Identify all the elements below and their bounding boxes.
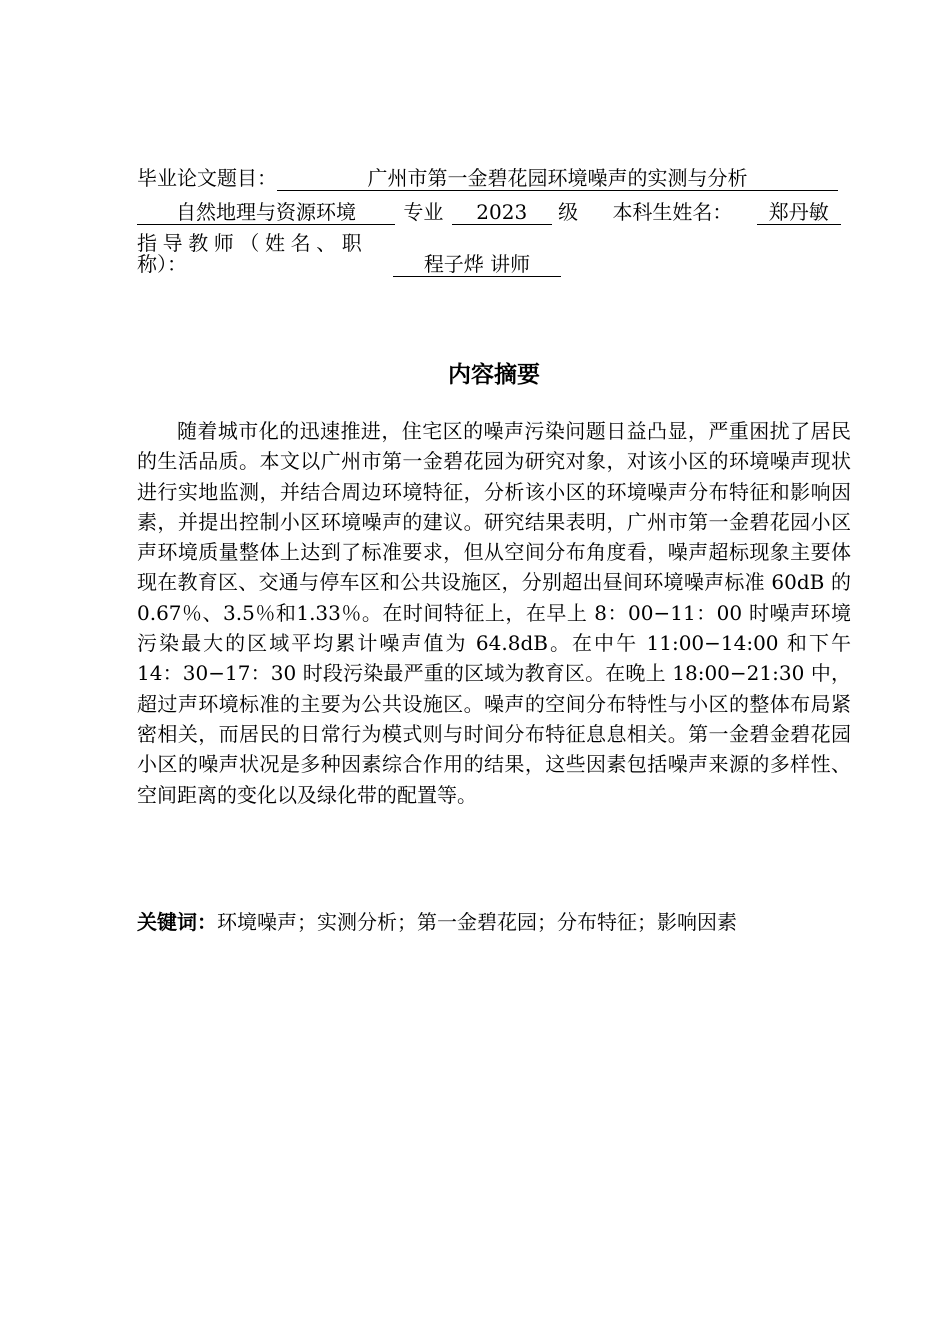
thesis-title-row	[137, 166, 855, 191]
keywords-row	[137, 906, 737, 935]
abstract-body: 随着城市化的迅速推进，住宅区的噪声污染问题日益凸显，严重困扰了居民的生活品质。本文以广州市第一金碧花园为研究对象，对该小区的环境噪声现状进行实地监测，并结合周边环境特征，分析该小区的环境噪声分布特征和影响因素，并提出控制小区环境噪声的建议。研究结果表明，广州市第一金碧花园小区声环境质量整体上达到了标准要求，但从空间分布角度看，噪声超标现象主要体现在教育区、交通与停车区和公共设施区，分别超出昼间环境噪声标准 60dB 的 0.67％、3.5％和1.33％。在时间特征上，在早上 8：00−11：00 时噪声环境污染最大的区域平均累计噪声值为 64.8dB。在中午 11:00−14:00 和下午 14：30−17：30 时段污染最严重的区域为教育区。在晚上 18:00−21:30 中，超过声环境标准的主要为公共设施区。噪声的空间分布特性与小区的整体布局紧密相关，而居民的日常行为模式则与时间分布特征息息相关。第一金碧金碧花园小区的噪声状况是多种因素综合作用的结果，这些因素包括噪声来源的多样性、空间距离的变化以及绿化带的配置等。	[137, 419, 851, 807]
major-label: 专业	[403, 200, 444, 224]
student-name-value: 郑丹敏	[757, 200, 841, 225]
keywords-value: 环境噪声；实测分析；第一金碧花园；分布特征；影响因素	[217, 910, 737, 934]
thesis-title-value: 广州市第一金碧花园环境噪声的实测与分析	[277, 166, 838, 191]
advisor-row	[137, 252, 561, 277]
student-info-row	[137, 200, 841, 225]
major-value: 自然地理与资源环境	[137, 200, 395, 225]
student-name-label: 本科生姓名：	[612, 200, 733, 224]
keywords-label: 关键词：	[137, 910, 217, 934]
advisor-value: 程子烨 讲师	[393, 252, 561, 277]
thesis-title-label: 毕业论文题目：	[137, 166, 277, 190]
abstract-heading: 内容摘要	[448, 362, 540, 388]
advisor-label-line1: 指导教师（姓名、职	[137, 231, 368, 255]
year-label: 级	[558, 200, 579, 224]
year-value: 2023	[452, 200, 552, 225]
advisor-label-line2: 称）：	[137, 252, 187, 276]
